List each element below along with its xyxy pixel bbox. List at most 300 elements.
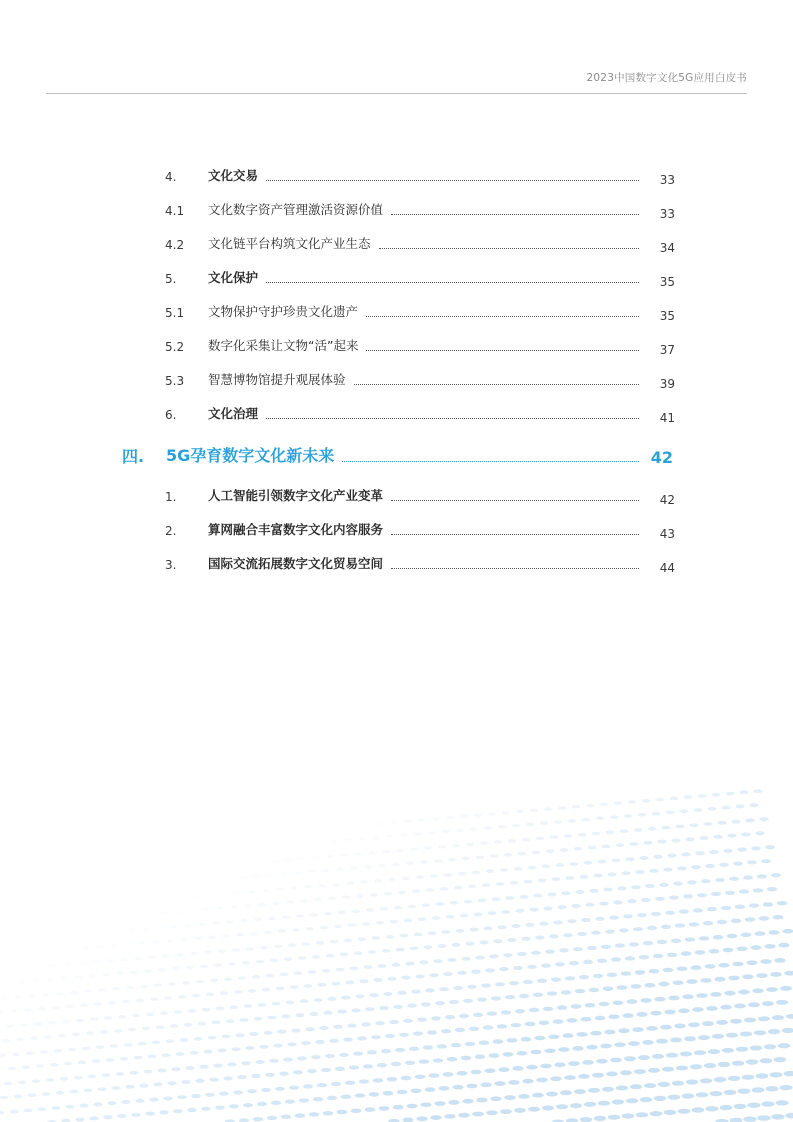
decor-dot	[638, 1055, 650, 1060]
decor-dot	[400, 934, 409, 938]
decor-dot	[187, 1108, 197, 1112]
decor-dot	[721, 906, 731, 910]
decor-dot	[204, 951, 212, 954]
decor-dot	[96, 1045, 104, 1049]
decor-dot	[117, 1114, 126, 1118]
decor-dot	[476, 855, 484, 859]
decor-dot	[662, 826, 671, 830]
decor-dot	[410, 947, 419, 951]
decor-dot	[175, 910, 182, 913]
decor-dot	[764, 1044, 776, 1049]
decor-dot	[755, 831, 765, 835]
decor-dot	[387, 977, 396, 981]
decor-dot	[276, 987, 285, 991]
decor-dot	[114, 1029, 122, 1033]
decor-dot	[421, 1002, 431, 1006]
decor-dot	[589, 889, 598, 893]
decor-dot	[485, 1069, 496, 1074]
decor-dot	[412, 889, 420, 893]
decor-dot	[386, 935, 395, 939]
decor-dot	[671, 939, 681, 943]
decor-dot	[351, 1109, 362, 1114]
decor-dot	[469, 928, 478, 932]
decor-dot	[698, 1035, 710, 1040]
decor-dot	[78, 962, 85, 965]
decor-dot	[372, 836, 379, 839]
decor-dot	[691, 965, 702, 970]
decor-dot	[778, 943, 789, 948]
decor-dot	[564, 834, 572, 838]
decor-dot	[586, 1045, 597, 1050]
decor-dot	[608, 1115, 620, 1120]
decor-dot	[767, 887, 777, 891]
decor-dot	[590, 1031, 601, 1036]
decor-dot	[88, 974, 95, 977]
decor-dot	[487, 1011, 497, 1015]
decor-dot	[521, 937, 531, 941]
decor-dot	[527, 965, 537, 969]
toc-entry-number: 2.	[165, 524, 177, 538]
toc-entry[interactable]	[0, 368, 793, 391]
decor-dot	[455, 1028, 465, 1032]
decor-dot	[38, 1107, 47, 1111]
decor-dot	[417, 1018, 427, 1022]
decor-dot	[510, 881, 519, 885]
decor-dot	[630, 842, 639, 846]
decor-dot	[341, 1095, 352, 1099]
decor-dot	[580, 875, 589, 879]
decor-dot	[341, 996, 350, 1000]
decor-dot	[415, 974, 424, 978]
toc-entry-page: 44	[659, 561, 675, 575]
decor-dot	[448, 858, 456, 862]
decor-dot	[424, 846, 432, 849]
decor-dot	[517, 1051, 528, 1056]
decor-dot	[339, 1053, 349, 1057]
decor-dot	[350, 866, 358, 869]
toc-entry-title: 文化治理	[208, 406, 259, 421]
decor-dot	[660, 1025, 672, 1030]
decor-dot	[131, 1113, 141, 1117]
decor-dot	[377, 1063, 387, 1067]
decor-dot	[75, 1118, 84, 1122]
decor-dot	[30, 1036, 38, 1039]
toc-entry[interactable]	[0, 164, 793, 187]
decor-dot	[621, 871, 630, 875]
decor-dot	[651, 912, 661, 916]
decor-dot	[163, 1096, 173, 1100]
decor-dot	[737, 848, 747, 852]
decor-dot	[740, 1032, 752, 1037]
decor-dot	[658, 1082, 670, 1087]
decor-dot	[762, 1001, 774, 1006]
decor-dot	[372, 936, 381, 940]
decor-dot	[582, 1060, 594, 1065]
decor-dot	[483, 1025, 494, 1029]
decor-dot	[667, 854, 676, 858]
decor-dot	[539, 1021, 550, 1026]
decor-dot	[173, 1109, 183, 1113]
decor-dot	[611, 957, 621, 961]
decor-dot	[420, 1103, 431, 1108]
decor-dot	[68, 1048, 76, 1052]
decor-dot	[780, 986, 792, 991]
decor-dot	[694, 808, 703, 812]
dot-leader	[391, 567, 639, 569]
decor-dot	[124, 943, 131, 946]
decor-dot	[486, 869, 494, 873]
decor-dot	[557, 1005, 568, 1010]
decor-dot	[471, 1070, 482, 1075]
decor-dot	[579, 975, 589, 979]
decor-dot	[699, 936, 710, 940]
decor-dot	[413, 1031, 423, 1035]
decor-dot	[518, 852, 526, 856]
toc-entry-number: 6.	[165, 408, 177, 422]
decor-dot	[190, 952, 198, 955]
decor-dot	[418, 818, 425, 821]
decor-dot	[489, 1053, 500, 1058]
decor-dot	[482, 883, 491, 887]
decor-dot	[213, 1064, 222, 1068]
decor-dot	[528, 866, 537, 870]
toc-entry[interactable]	[0, 198, 793, 221]
decor-dot	[277, 1030, 286, 1034]
decor-dot	[714, 1077, 727, 1082]
decor-dot	[586, 804, 594, 808]
decor-dot	[354, 951, 363, 955]
decor-dot	[613, 900, 623, 904]
decor-dot	[142, 928, 149, 931]
decor-dot	[416, 1116, 427, 1121]
decor-dot	[705, 964, 716, 969]
decor-dot	[506, 896, 515, 900]
decor-dot	[349, 1065, 359, 1069]
decor-dot	[643, 941, 653, 945]
dot-field	[0, 789, 793, 1122]
decor-dot	[553, 1019, 564, 1024]
decor-dot	[734, 1004, 746, 1009]
decor-dot	[420, 860, 428, 863]
decor-dot	[166, 1039, 175, 1043]
toc-entry[interactable]	[0, 402, 793, 425]
decor-dot	[457, 971, 467, 975]
decor-dot	[381, 1049, 391, 1053]
toc-entry[interactable]	[0, 334, 793, 357]
decor-dot	[558, 1047, 569, 1052]
decor-dot	[613, 1001, 624, 1006]
decor-dot	[597, 959, 607, 963]
decor-dot	[770, 972, 782, 977]
decor-dot	[393, 1105, 404, 1110]
decor-dot	[340, 854, 347, 857]
toc-entry[interactable]	[0, 484, 793, 507]
decor-dot	[656, 798, 665, 802]
decor-dot	[627, 999, 638, 1004]
decor-dot	[558, 806, 566, 810]
decor-dot	[255, 1060, 265, 1064]
decor-dot	[233, 1090, 243, 1094]
decor-dot	[222, 1035, 231, 1039]
decor-dot	[72, 1033, 80, 1037]
decor-dot	[593, 874, 602, 878]
decor-dot	[360, 880, 368, 883]
decor-dot	[257, 1102, 267, 1106]
decor-dot	[693, 908, 703, 912]
decor-dot	[745, 917, 756, 921]
decor-dot	[106, 959, 113, 962]
decor-dot	[760, 1058, 773, 1063]
toc-entry[interactable]	[0, 266, 793, 289]
decor-dot	[539, 922, 548, 926]
decor-dot	[135, 1099, 144, 1103]
decor-dot	[134, 957, 141, 960]
decor-dot	[553, 920, 563, 924]
decor-dot	[738, 1089, 751, 1094]
decor-dot	[74, 976, 81, 979]
decor-dot	[429, 1073, 440, 1078]
decor-dot	[623, 914, 633, 918]
decor-dot	[158, 968, 166, 971]
decor-dot	[0, 1054, 6, 1057]
decor-dot	[290, 886, 297, 889]
decor-dot	[86, 1031, 94, 1035]
decor-dot	[368, 851, 375, 854]
decor-dot	[358, 837, 365, 840]
decorative-dot-pattern	[0, 760, 793, 1122]
decor-dot	[408, 905, 416, 909]
decor-dot	[403, 1019, 413, 1023]
decor-dot	[208, 936, 216, 939]
decor-dot	[281, 1115, 291, 1119]
toc-entry[interactable]	[0, 518, 793, 541]
decor-dot	[227, 1062, 236, 1066]
decor-dot	[464, 900, 473, 904]
toc-entry-number: 5.3	[165, 374, 185, 388]
decor-dot	[335, 1067, 345, 1071]
decor-dot	[703, 921, 713, 925]
toc-entry-title: 算网融合丰富数字文化内容服务	[208, 522, 384, 537]
toc-entry-title: 文物保护守护珍贵文化遗产	[208, 304, 359, 319]
decor-dot	[638, 813, 647, 817]
decor-dot	[156, 1025, 165, 1029]
decor-dot	[720, 1005, 732, 1010]
decor-dot	[634, 828, 643, 832]
decor-dot	[735, 905, 745, 909]
decor-dot	[649, 869, 658, 873]
decor-dot	[122, 1000, 130, 1003]
decor-dot	[300, 999, 309, 1003]
decor-dot	[126, 986, 134, 989]
decor-dot	[732, 1061, 744, 1066]
decor-dot	[549, 1035, 560, 1040]
decor-dot	[366, 908, 374, 912]
decor-dot	[293, 1070, 303, 1074]
decor-dot	[551, 977, 561, 981]
decor-dot	[756, 973, 767, 978]
decor-dot	[708, 807, 717, 811]
decor-dot	[550, 835, 558, 839]
decor-dot	[470, 828, 478, 831]
decor-dot	[316, 941, 324, 945]
decor-dot	[180, 938, 187, 941]
decor-dot	[760, 959, 771, 964]
decor-dot	[294, 971, 303, 975]
decor-dot	[50, 1063, 58, 1067]
decor-dot	[710, 1091, 723, 1096]
decor-dot	[140, 985, 148, 988]
decor-dot	[182, 981, 190, 985]
decor-dot	[84, 990, 92, 993]
decor-dot	[177, 1095, 187, 1099]
decor-dot	[674, 1024, 686, 1029]
decor-dot	[717, 920, 728, 924]
decor-dot	[178, 995, 186, 999]
decor-dot	[585, 1003, 596, 1008]
decor-dot	[715, 878, 725, 882]
decor-dot	[477, 998, 487, 1002]
decor-dot	[271, 1101, 281, 1105]
decor-dot	[718, 1062, 730, 1067]
toc-entry[interactable]	[0, 552, 793, 575]
decor-dot	[305, 1027, 314, 1031]
decor-dot	[504, 853, 512, 857]
decor-dot	[216, 1007, 225, 1011]
decor-dot	[334, 925, 342, 929]
decor-dot	[581, 918, 591, 922]
decor-dot	[624, 814, 633, 818]
decor-dot	[575, 890, 584, 894]
decor-dot	[58, 1034, 66, 1038]
decor-dot	[154, 984, 162, 987]
decor-dot	[480, 1082, 491, 1087]
decor-dot	[640, 1097, 652, 1102]
decor-dot	[292, 928, 300, 932]
toc-chapter-entry[interactable]	[0, 446, 793, 466]
decor-dot	[193, 895, 200, 898]
decor-dot	[684, 1036, 696, 1041]
decor-dot	[668, 996, 679, 1001]
decor-dot	[729, 1118, 742, 1122]
decor-dot	[627, 899, 637, 903]
decor-dot	[723, 849, 733, 853]
decor-dot	[112, 1086, 121, 1090]
decor-dot	[731, 820, 740, 824]
decor-dot	[390, 920, 399, 924]
decor-dot	[572, 1046, 583, 1051]
decor-dot	[479, 1041, 490, 1046]
decor-dot	[663, 968, 674, 973]
decor-dot	[297, 1056, 307, 1060]
decor-dot	[70, 991, 78, 994]
decor-dot	[268, 1016, 277, 1020]
decor-dot	[317, 1083, 327, 1087]
decor-dot	[710, 992, 721, 997]
decor-dot	[756, 1073, 769, 1078]
decor-dot	[635, 970, 646, 975]
decor-dot	[107, 1101, 116, 1105]
decor-dot	[28, 994, 35, 997]
decor-dot	[156, 926, 163, 929]
decor-dot	[652, 812, 661, 816]
decor-dot	[778, 1043, 791, 1048]
decor-dot	[718, 963, 729, 968]
toc-entry-number: 5.	[165, 272, 177, 286]
decor-dot	[708, 1049, 720, 1054]
decor-dot	[463, 999, 473, 1003]
toc-entry-page: 33	[659, 173, 675, 187]
decor-dot	[499, 967, 509, 971]
decor-dot	[484, 826, 492, 829]
decor-dot	[537, 979, 547, 983]
decor-dot	[46, 1078, 55, 1082]
decor-dot	[581, 1017, 592, 1022]
decor-dot	[327, 997, 336, 1001]
decor-dot	[528, 1107, 540, 1112]
decor-dot	[188, 909, 195, 912]
decor-dot	[719, 863, 729, 867]
decor-dot	[541, 964, 551, 968]
decor-dot	[645, 983, 656, 988]
decor-dot	[512, 824, 520, 827]
decor-dot	[170, 925, 177, 928]
decor-dot	[279, 1072, 289, 1076]
decor-dot	[304, 984, 313, 988]
decor-dot	[195, 1079, 204, 1083]
decor-dot	[185, 1066, 194, 1070]
decor-dot	[274, 945, 282, 949]
decor-dot	[610, 1058, 622, 1063]
decor-dot	[682, 1093, 695, 1098]
decor-dot	[526, 1065, 537, 1070]
decor-dot	[309, 1112, 320, 1116]
toc-entry[interactable]	[0, 300, 793, 323]
decor-dot	[371, 1035, 381, 1039]
decor-dot	[125, 1085, 134, 1089]
decor-dot	[469, 1027, 479, 1031]
decor-dot	[102, 1073, 111, 1077]
decor-dot	[700, 978, 711, 983]
decor-dot	[331, 840, 338, 843]
decor-dot	[375, 1021, 385, 1025]
decor-dot	[217, 1048, 226, 1052]
decor-dot	[18, 1081, 26, 1085]
decor-dot	[671, 838, 680, 842]
decor-dot	[466, 843, 474, 846]
decor-dot	[271, 860, 278, 863]
decor-dot	[302, 942, 310, 946]
decor-dot	[563, 933, 573, 937]
toc-entry[interactable]	[0, 232, 793, 255]
decor-dot	[423, 1045, 433, 1049]
decor-dot	[722, 1048, 734, 1053]
decor-dot	[168, 982, 176, 986]
decor-dot	[226, 1019, 235, 1023]
decor-dot	[210, 979, 218, 983]
decor-dot	[547, 892, 556, 896]
decor-dot	[324, 912, 332, 916]
decor-dot	[705, 864, 715, 868]
decor-dot	[601, 945, 611, 949]
decor-dot	[770, 1072, 783, 1077]
decor-dot	[224, 977, 232, 981]
decor-dot	[361, 1022, 371, 1026]
decor-dot	[299, 1098, 309, 1102]
decor-dot	[692, 1107, 705, 1112]
decor-dot	[649, 969, 660, 974]
decor-dot	[617, 886, 626, 890]
decor-dot	[8, 1067, 16, 1071]
